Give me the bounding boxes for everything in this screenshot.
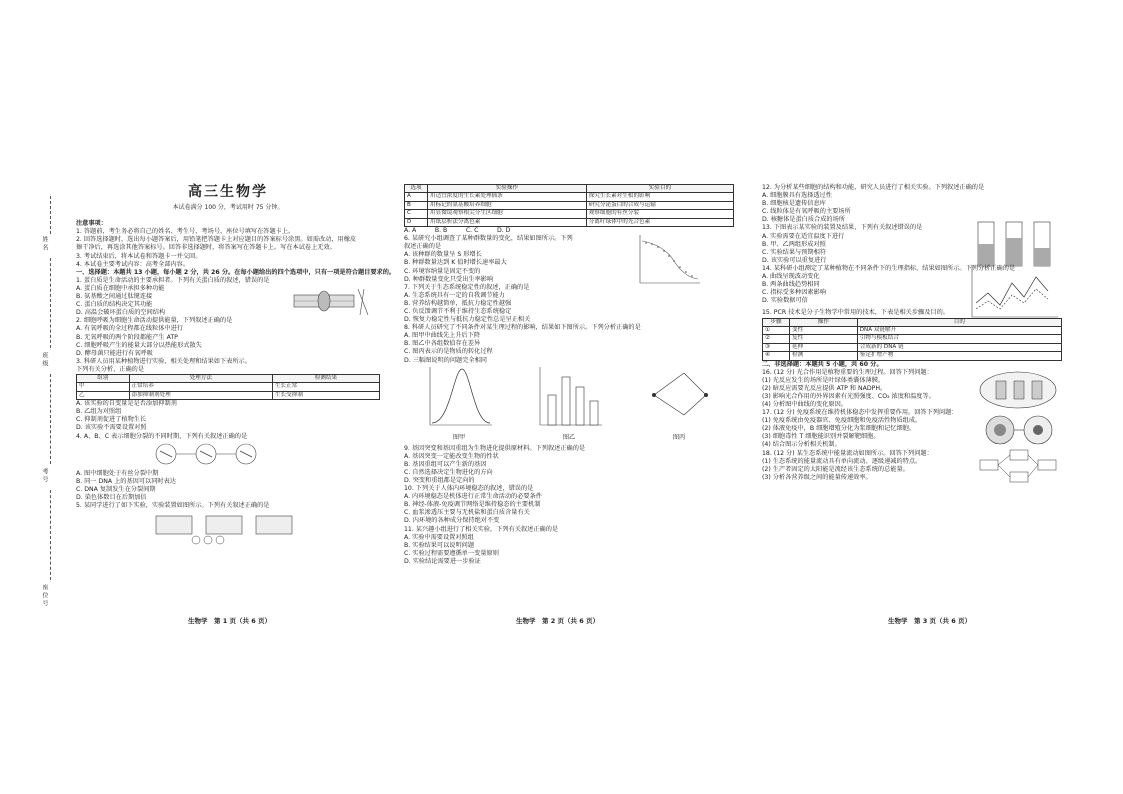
- option: B. 乙组为对照组: [76, 408, 122, 416]
- table-header: 操作: [790, 318, 858, 326]
- page-footer: 生物学 第 1 页（共 6 页）: [188, 617, 272, 625]
- experiment-table: [404, 184, 734, 227]
- question-11: [404, 526, 734, 566]
- question-stem: 8. 科研人员研究了不同条件对某生理过程的影响，结果如下图所示。下列分析正确的是: [404, 324, 641, 332]
- table-cell: 复性: [790, 335, 858, 343]
- binding-margin: [34, 196, 62, 616]
- chloroplast-figure: [976, 369, 1060, 411]
- figure-c: [644, 365, 714, 445]
- option: D. 内环境的各种成分保持绝对不变: [404, 517, 500, 525]
- option: C. 负反馈调节不利于维持生态系统稳定: [404, 307, 512, 315]
- exam-subtitle: 本试卷满分 100 分，考试用时 75 分钟。: [172, 204, 284, 212]
- binding-label-number: 考号: [41, 468, 48, 484]
- table-row: [405, 201, 734, 209]
- membrane-figure: [294, 285, 374, 319]
- table-header: 实验操作: [428, 185, 587, 193]
- dashed-line: [50, 258, 51, 348]
- question-stem: 6. 某研究小组调查了某种群数量的变化，结果如图所示。下列: [404, 235, 573, 243]
- option: D. 恢复力稳定性与抵抗力稳定性总是呈正相关: [404, 316, 531, 324]
- option: D. 该实验可以重复进行: [762, 256, 827, 264]
- option: D. 实验数据可信: [762, 297, 808, 305]
- figure-caption: 图乙: [562, 433, 576, 441]
- table-cell: ①: [763, 326, 790, 334]
- figure-caption: 图丙: [672, 433, 686, 441]
- dashed-line: [50, 490, 51, 580]
- table-row: [763, 352, 1062, 360]
- table-cell: 鉴定扩增产物: [857, 352, 1061, 360]
- sub-question: (3) 分析各营养级之间的能量传递效率。: [762, 473, 872, 481]
- table-cell: ②: [763, 335, 790, 343]
- question-17: [762, 409, 1062, 449]
- options-line: A. A B. B C. C D. D: [404, 227, 511, 235]
- option: B. 图乙中各组数值存在差异: [404, 340, 481, 348]
- question-stem: 3. 科研人员用某种植物进行实验，相关处理和结果如下表所示。: [76, 357, 251, 365]
- page-footer: 生物学 第 2 页（共 6 页）: [516, 617, 600, 625]
- question-stem: 18. (12 分) 某生态系统中能量流动如图所示。回答下列问题：: [762, 449, 933, 457]
- option: C. 环境容纳量是固定不变的: [404, 267, 481, 275]
- table-cell: D: [405, 218, 428, 226]
- option: C. 血浆渗透压主要与无机盐和蛋白质含量有关: [404, 509, 530, 517]
- sub-question: (1) 免疫系统由免疫器官、免疫细胞和免疫活性物质组成。: [762, 417, 922, 425]
- table-header: 检测结果: [272, 374, 379, 382]
- option: B. 基因重组可以产生新的基因: [404, 460, 487, 468]
- option: D. 酵母菌只能进行有氧呼吸: [76, 349, 153, 357]
- option: C. 自然选择决定生物进化的方向: [404, 468, 493, 476]
- option: B. 细胞核是遗传信息库: [762, 200, 826, 208]
- table-row: [763, 343, 1062, 351]
- table-header: 选项: [405, 185, 428, 193]
- table-cell: 用显微镜观察根尖分生区细胞: [428, 210, 587, 218]
- table-cell: C: [405, 210, 428, 218]
- page-2: [404, 184, 734, 566]
- table-cell: 添加抑制剂处理: [129, 391, 272, 399]
- option: C. 抑制剂促进了植物生长: [76, 416, 147, 424]
- option: A. 曲线呈现波动变化: [762, 273, 820, 281]
- figure-b: [534, 365, 604, 445]
- option: C. 细胞呼吸产生的能量大部分以热能形式散失: [76, 341, 202, 349]
- question-stem: 10. 下列关于人体内环境稳态的叙述，错误的是: [404, 485, 534, 493]
- table-row: [763, 326, 1062, 334]
- table-cell: 正常培养: [129, 383, 272, 391]
- table-row: [405, 210, 734, 218]
- page-3: [762, 184, 1062, 482]
- question-9: [404, 445, 734, 485]
- sub-question: (2) 暗反应需要光反应提供 ATP 和 NADPH。: [762, 384, 887, 392]
- table-cell: 延伸: [790, 343, 858, 351]
- pcr-table: [762, 318, 1062, 361]
- question-stem: 14. 某科研小组测定了某种植物在不同条件下的生理指标，结果如图所示。下列分析正确的是: [762, 264, 1016, 272]
- question-stem: 4. A、B、C 表示细胞分裂的不同时期，下列有关叙述正确的是: [76, 432, 248, 440]
- apparatus-figure: [76, 510, 376, 546]
- notice-item: 擦干净后，再选涂其他答案标号。回答非选择题时，将答案写在答题卡上。写在本试卷上无效。: [76, 244, 336, 252]
- line-chart-figure: [966, 263, 1060, 323]
- question-3: [76, 358, 380, 433]
- option: B. 氨基酸之间通过肽键连接: [76, 293, 153, 301]
- option: A. 生态系统具有一定的自我调节能力: [404, 291, 505, 299]
- question-4: [76, 433, 380, 503]
- sub-question: (1) 光反应发生的场所是叶绿体类囊体薄膜。: [762, 376, 885, 384]
- option: D. 核糖体是蛋白质合成的场所: [762, 216, 845, 224]
- option: B. 种群数量达到 K 值时增长速率最大: [404, 259, 507, 267]
- binding-label-seat: 座位号: [41, 584, 48, 608]
- page-footer: 生物学 第 3 页（共 6 页）: [888, 617, 972, 625]
- option: B. 同一 DNA 上的基因可以同时表达: [76, 477, 176, 485]
- question-14: [762, 265, 1062, 305]
- pathway-figure: [644, 365, 714, 431]
- table-cell: 检测: [790, 352, 858, 360]
- option: A. 内环境稳态是机体进行正常生命活动的必要条件: [404, 493, 542, 501]
- option: D. 染色体数目在后期加倍: [76, 494, 147, 502]
- table-cell: 观察细胞的有丝分裂: [586, 210, 733, 218]
- table-cell: B: [405, 201, 428, 209]
- option: A. 有氧呼吸的全过程都在线粒体中进行: [76, 325, 184, 333]
- bar-figure: [534, 365, 604, 431]
- question-10: [404, 485, 734, 525]
- table-cell: ③: [763, 343, 790, 351]
- option: B. 实验结果可以说明问题: [404, 541, 475, 549]
- question-stem: 9. 基因突变和基因重组为生物进化提供原材料。下列叙述正确的是: [404, 444, 586, 452]
- option: A. 基因突变一定能改变生物的性状: [404, 452, 499, 460]
- sub-question: (3) 影响光合作用的外界因素有光照强度、CO₂ 浓度和温度等。: [762, 392, 935, 400]
- question-13: [762, 224, 1062, 264]
- table-cell: 甲: [77, 383, 130, 391]
- option: D. 高温会破坏蛋白质的空间结构: [76, 309, 166, 317]
- option: D. 种群数量变化只受出生率影响: [404, 275, 494, 283]
- energy-flow-figure: [976, 446, 1060, 486]
- option: B. 两条曲线趋势相同: [762, 281, 820, 289]
- table-header: 处理方法: [129, 374, 272, 382]
- table-cell: 用标记的氨基酸培养细胞: [428, 201, 587, 209]
- option: A. 该实验的自变量是是否添加抑制剂: [76, 400, 177, 408]
- option: C. 线粒体是有氧呼吸的主要场所: [762, 208, 851, 216]
- option: C. 图丙表示的是物质的转化过程: [404, 348, 493, 356]
- option: A. 该种群的数量呈 S 形增长: [404, 251, 482, 259]
- question-stem: 下列有关分析，正确的是: [76, 365, 145, 373]
- section-heading: 二、非选择题：本题共 5 小题，共 60 分。: [762, 360, 883, 368]
- population-scatter-figure: [634, 231, 704, 291]
- option: B. 神经-体液-免疫调节网络是维持稳态的主要机制: [404, 501, 541, 509]
- dashed-line: [50, 196, 51, 234]
- binding-label-name: 姓名: [41, 236, 48, 252]
- table-cell: 变性: [790, 326, 858, 334]
- notice-item: 3. 考试结束后，将本试卷和答题卡一并交回。: [76, 252, 202, 260]
- sub-question: (2) 生产者固定的太阳能是流经该生态系统的总能量。: [762, 465, 909, 473]
- option: B. 无氧呼吸的两个阶段都能产生 ATP: [76, 333, 178, 341]
- dashed-line: [50, 374, 51, 464]
- question-stem: 11. 某兴趣小组进行了相关实验，下列有关叙述正确的是: [404, 525, 559, 533]
- notice-item: 4. 本试卷主要考试内容：高考全部内容。: [76, 260, 190, 268]
- table-cell: 分离叶绿体中的光合色素: [586, 218, 733, 226]
- option: C. DNA 复制发生在分裂间期: [76, 485, 156, 493]
- table-row: [405, 218, 734, 226]
- option: D. 该实验不需要设置对照: [76, 424, 147, 432]
- question-stem: 17. (12 分) 免疫系统在维持机体稳态中发挥重要作用。回答下列问题：: [762, 409, 958, 417]
- table-cell: 生长正常: [272, 383, 379, 391]
- table-cell: 研究分泌蛋白的合成与运输: [586, 201, 733, 209]
- question-6: [404, 235, 734, 284]
- question-stem: 13. 下图表示某实验的装置及结果，下列有关叙述错误的是: [762, 224, 923, 232]
- notice-item: 1. 答题前，考生务必将自己的姓名、考生号、考场号、座位号填写在答题卡上。: [76, 228, 295, 236]
- table-cell: 用纸层析法分离色素: [428, 218, 587, 226]
- option: A. 实验中需要设置对照组: [404, 533, 474, 541]
- question-stem: 2. 细胞呼吸为细胞生命活动提供能量，下列叙述正确的是: [76, 317, 233, 325]
- option: C. 实验结果与预期相符: [762, 248, 826, 256]
- table-cell: 乙: [77, 391, 130, 399]
- question-stem: 5. 某同学进行了如下实验，实验装置如图所示。下列有关叙述正确的是: [76, 502, 270, 510]
- table-cell: A: [405, 193, 428, 201]
- table-row: [763, 335, 1062, 343]
- figure-a: [424, 365, 494, 445]
- table-cell: DNA 双链解开: [857, 326, 1061, 334]
- page-title: 高三生物学: [188, 184, 268, 200]
- question-5: [76, 502, 380, 549]
- option: C. 实验过程需要遵循单一变量原则: [404, 549, 499, 557]
- table-cell: ④: [763, 352, 790, 360]
- question-stem: 15. PCR 技术是分子生物学中常用的技术，下表是相关步骤及目的。: [762, 309, 949, 317]
- page-1: [76, 184, 396, 549]
- option: A. 蛋白质在细胞中承担多种功能: [76, 284, 165, 292]
- question-stem: 1. 蛋白质是生命活动的主要承担者。下列有关蛋白质的叙述，错误的是: [76, 276, 270, 284]
- question-8: [404, 324, 734, 444]
- table-header: 实验目的: [586, 185, 733, 193]
- option: A. 图中细胞处于有丝分裂中期: [76, 469, 159, 477]
- table-row: [77, 383, 380, 391]
- option: A. 细胞膜具有选择透过性: [762, 192, 832, 200]
- table-cell: 合成新的 DNA 链: [857, 343, 1061, 351]
- option: B. 甲、乙两组形成对照: [762, 240, 826, 248]
- question-18: [762, 450, 1062, 482]
- peak-curve-figure: [424, 365, 494, 431]
- table-header: 组别: [77, 374, 130, 382]
- sub-question: (3) 细胞毒性 T 细胞能识别并裂解靶细胞。: [762, 433, 880, 441]
- table-header: 步骤: [763, 318, 790, 326]
- figure-caption: 图甲: [452, 433, 466, 441]
- table-header: 目的: [857, 318, 1061, 326]
- table-cell: 引物与模板结合: [857, 335, 1061, 343]
- option: B. 营养结构越简单，抵抗力稳定性越强: [404, 299, 512, 307]
- question-2: [76, 317, 380, 357]
- option: D. 突变和重组都是定向的: [404, 477, 475, 484]
- option: C. 指标受多种因素影响: [762, 289, 826, 297]
- option: A. 图甲中曲线先上升后下降: [404, 332, 481, 340]
- table-cell: 用适宜浓度的生长素处理插条: [428, 193, 587, 201]
- question-stem: 16. (12 分) 光合作用是植物重要的生理过程。回答下列问题：: [762, 368, 933, 376]
- question-stem: 7. 下列关于生态系统稳定性的叙述，正确的是: [404, 283, 530, 291]
- table-cell: 探究生长素对生根的影响: [586, 193, 733, 201]
- notice-item: 2. 回答选择题时，选出每小题答案后，用铅笔把答题卡上对应题目的答案标号涂黑。如需改动，用橡皮: [76, 236, 357, 244]
- option: D. 实验结论需要进一步验证: [404, 557, 481, 565]
- notice-title: 注意事项：: [76, 220, 107, 228]
- table-row: [405, 193, 734, 201]
- q8-figures: [404, 365, 734, 445]
- q3-table: [76, 374, 380, 400]
- table-cell: 生长受抑制: [272, 391, 379, 399]
- sub-question: (2) 体液免疫中，B 细胞增殖分化为浆细胞和记忆细胞。: [762, 425, 916, 433]
- option: C. 蛋白质的结构决定其功能: [76, 301, 153, 309]
- option: A. 实验需要在适宜温度下进行: [762, 232, 845, 240]
- option: D. 三幅图说明的问题完全相同: [404, 356, 487, 364]
- table-row: [77, 391, 380, 399]
- question-1: [76, 277, 380, 317]
- question-16: [762, 369, 1062, 409]
- question-stem: 12. 为分析某些细胞的结构和功能，研究人员进行了相关实验。下列叙述正确的是: [762, 184, 985, 191]
- cell-division-figure: [76, 441, 376, 467]
- question-stem: 叙述正确的是: [404, 243, 442, 251]
- sub-question: (4) 分析图中曲线的变化原因。: [762, 401, 847, 408]
- sub-question: (4) 结合图示分析相关机制。: [762, 441, 841, 449]
- sub-question: (1) 生态系统的能量流动具有单向流动、逐级递减的特点。: [762, 457, 922, 465]
- binding-label-class: 班级: [41, 352, 48, 368]
- section-heading: 一、选择题：本题共 13 小题，每小题 2 分，共 26 分。在每小题给出的四个选项中，只有一项是符合题目要求的。: [76, 268, 396, 276]
